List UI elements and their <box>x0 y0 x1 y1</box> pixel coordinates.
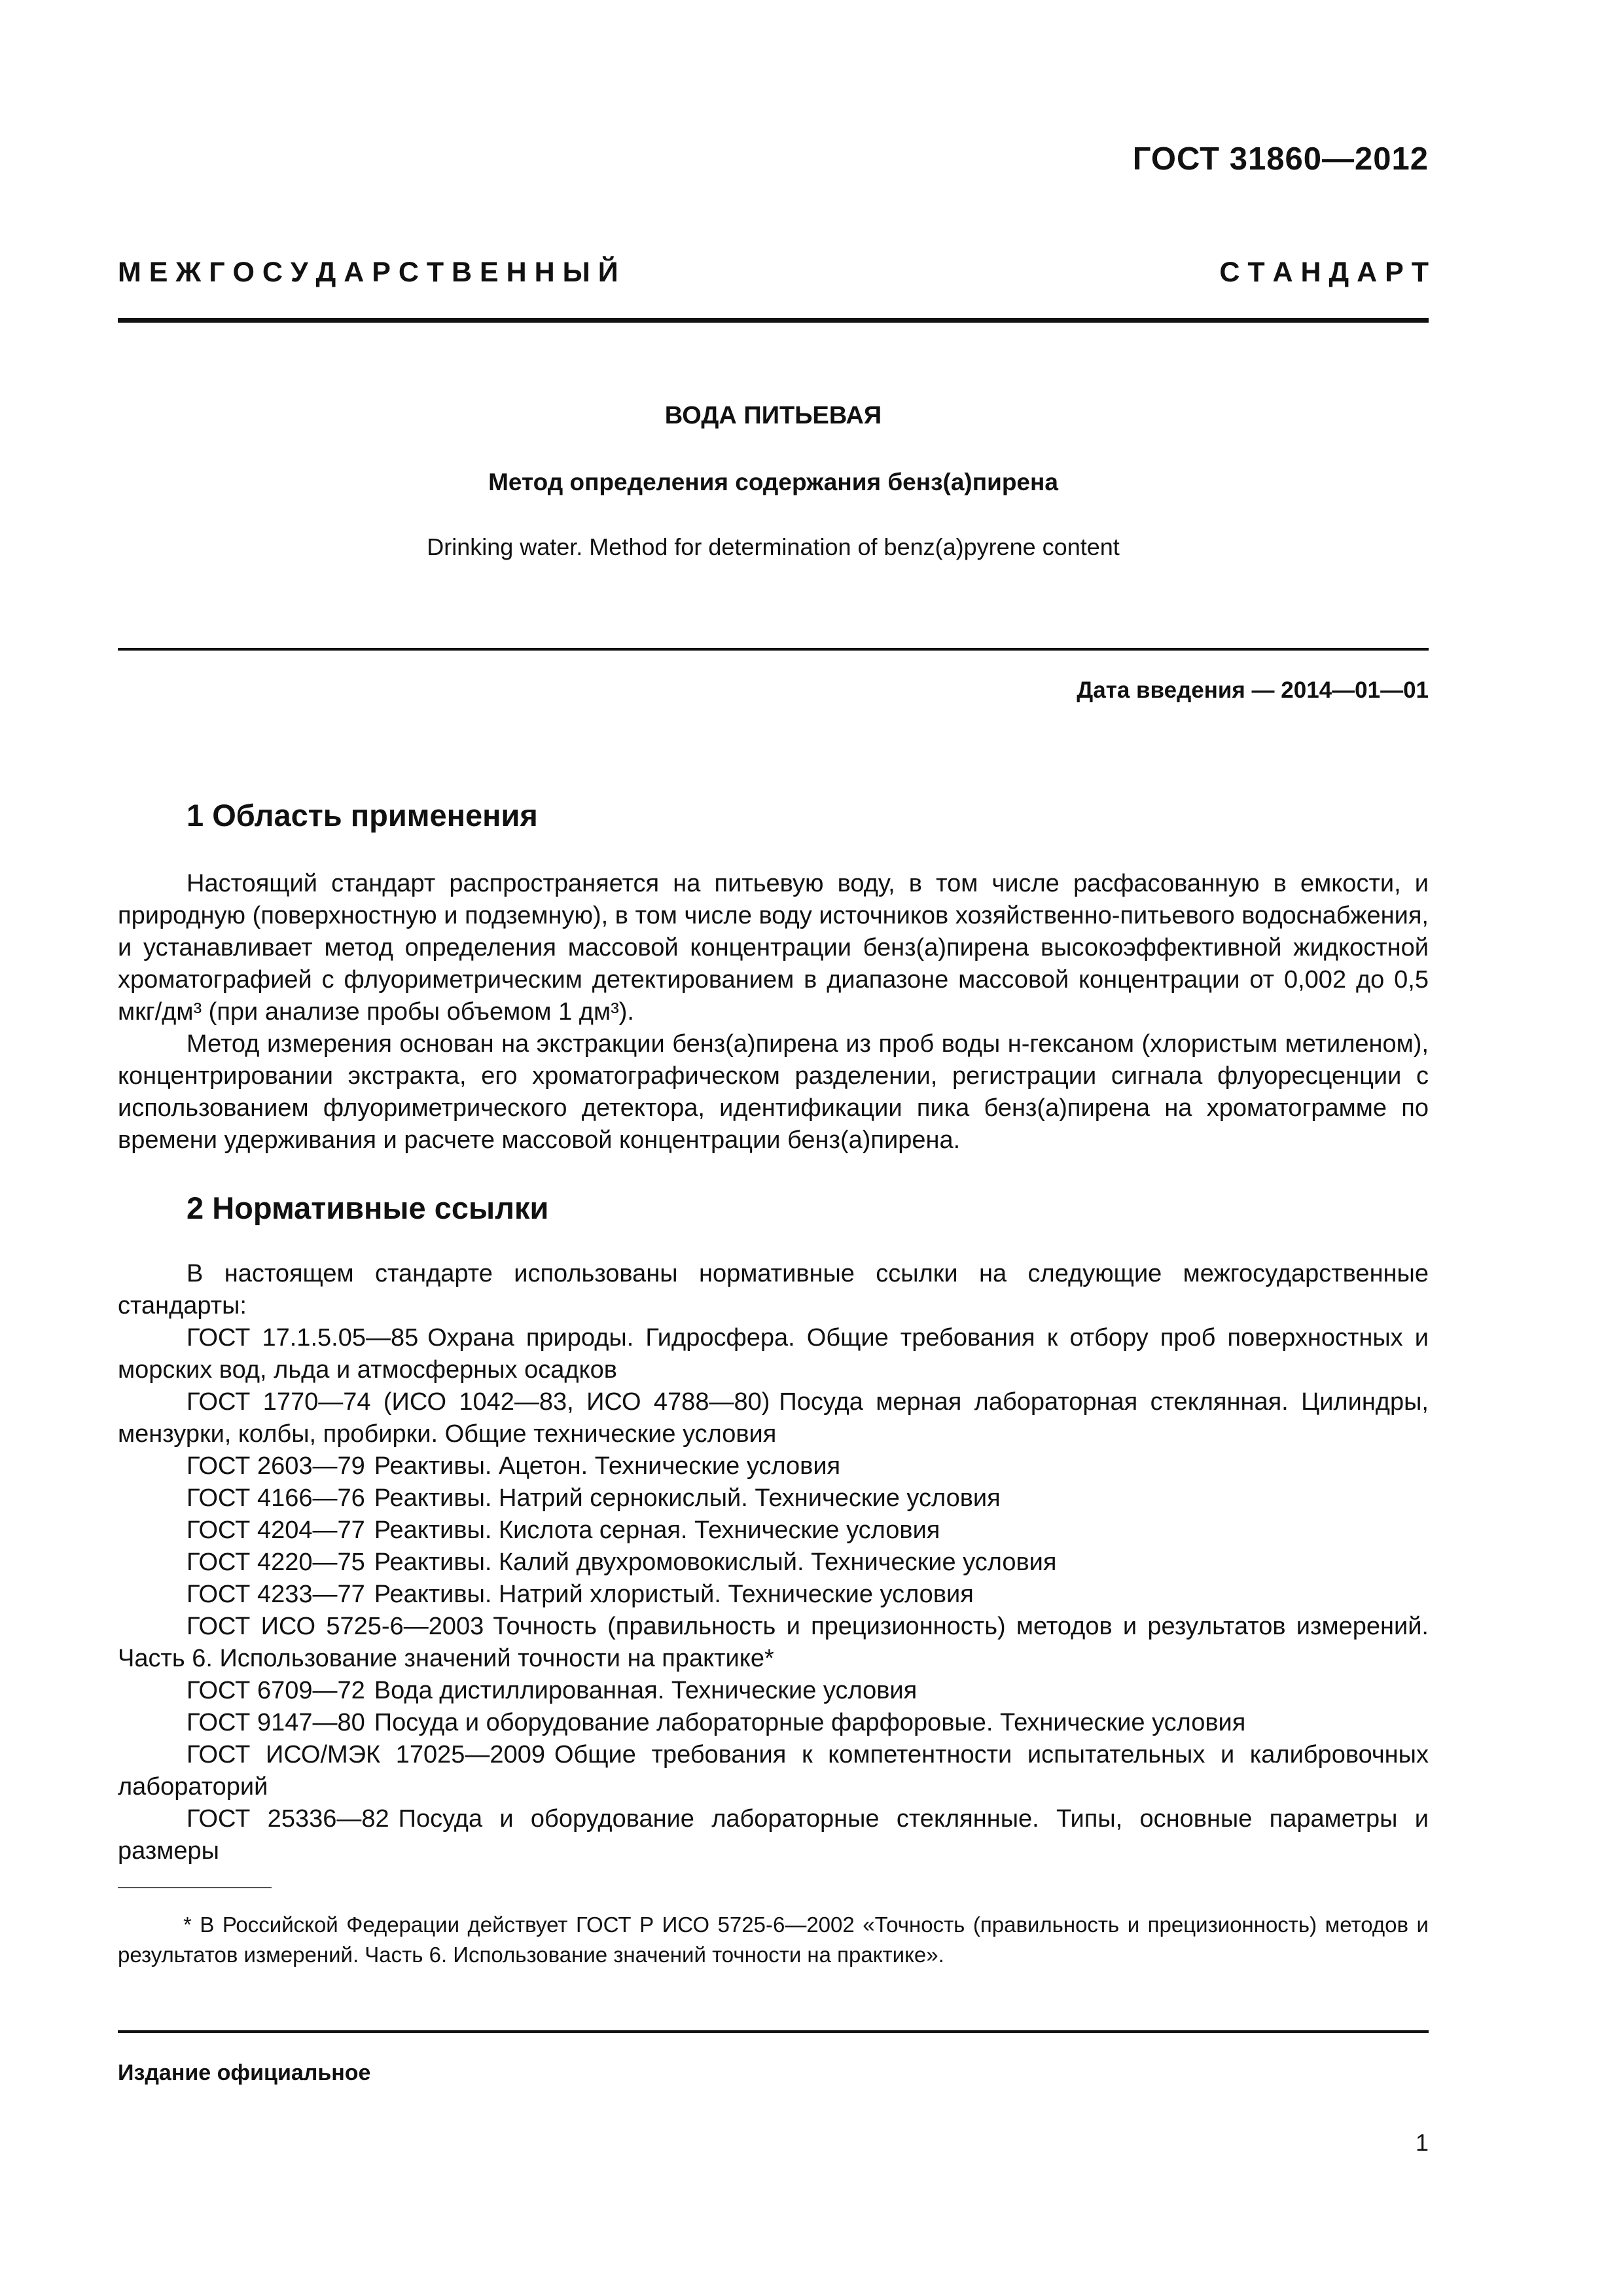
reference-title: Посуда мерная лабораторная стеклянная. Цилиндры, мензурки, колбы, пробирки. Общие технические условия <box>118 1388 1429 1448</box>
section-2-body <box>118 1258 1429 1867</box>
reference-item <box>118 1611 1429 1675</box>
reference-code: ГОСТ 25336—82 <box>187 1805 389 1833</box>
reference-item <box>118 1515 1429 1547</box>
header-divider <box>118 318 1429 323</box>
reference-code: ГОСТ 4204—77 <box>187 1516 365 1544</box>
section-1-paragraph-scope: Настоящий стандарт распространяется на питьевую воду, в том числе расфасованную в емкости, и природную (поверхностную и подземную), в том числе воду источников хозяйственно-питьевого водоснабжения, и устанавливает метод определения массовой концентрации бенз(а)пирена высокоэффективной жидкостной хроматографией с флуориметрическим детектированием в диапазоне массовой концентрации от 0,002 до 0,5 мкг/дм³ (при анализе пробы объемом 1 дм³). <box>118 870 1429 1026</box>
section-2-intro: В настоящем стандарте использованы нормативные ссылки на следующие межгосударственные стандарты: <box>118 1260 1429 1319</box>
standard-type-banner <box>118 257 1429 289</box>
footnote-divider <box>118 1887 272 1888</box>
reference-code: ГОСТ ИСО/МЭК 17025—2009 <box>187 1741 545 1768</box>
reference-code: ГОСТ ИСО 5725-6—2003 <box>187 1613 484 1640</box>
document-title: ВОДА ПИТЬЕВАЯ <box>664 402 882 429</box>
reference-item <box>118 1675 1429 1707</box>
reference-title: Охрана природы. Гидросфера. Общие требования к отбору проб поверхностных и морских вод, льда и атмосферных осадков <box>118 1324 1429 1384</box>
reference-title: Общие требования к компетентности испытательных и калибровочных лабораторий <box>118 1741 1429 1801</box>
official-edition-label: Издание официальное <box>118 2060 371 2085</box>
document-number: ГОСТ 31860—2012 <box>1132 141 1429 177</box>
reference-title: Реактивы. Ацетон. Технические условия <box>374 1452 841 1480</box>
document-title-english: Drinking water. Method for determination of benz(a)pyrene content <box>427 533 1120 560</box>
introduction-date: Дата введения — 2014—01—01 <box>1077 677 1429 703</box>
reference-item <box>118 1547 1429 1579</box>
reference-title: Реактивы. Кислота серная. Технические условия <box>374 1516 940 1544</box>
section-1-paragraph-method: Метод измерения основан на экстракции бенз(а)пирена из проб воды н-гексаном (хлористым метиленом), концентрировании экстракта, его хроматографическом разделении, регистрации сигнала флуоресценции с использованием флуориметрического детектора, идентификации пика бенз(а)пирена на хроматограмме по времени удерживания и расчете массовой концентрации бенз(а)пирена. <box>118 1030 1429 1154</box>
reference-title: Реактивы. Калий двухромовокислый. Технические условия <box>374 1549 1057 1576</box>
reference-title: Посуда и оборудование лабораторные фарфоровые. Технические условия <box>374 1709 1246 1736</box>
standard-type-word-interstate: М Е Ж Г О С У Д А Р С Т В Е Н Н Ы Й <box>118 257 618 288</box>
section-1-heading: 1 Область применения <box>187 798 538 833</box>
title-divider <box>118 648 1429 651</box>
reference-title: Вода дистиллированная. Технические условия <box>374 1677 918 1704</box>
footer-divider <box>118 2030 1429 2033</box>
standard-type-word-standard: С Т А Н Д А Р Т <box>1219 257 1429 288</box>
reference-item <box>118 1450 1429 1482</box>
reference-item <box>118 1707 1429 1739</box>
document-subtitle: Метод определения содержания бенз(а)пирена <box>488 469 1058 495</box>
reference-item <box>118 1386 1429 1450</box>
reference-item <box>118 1803 1429 1867</box>
reference-code: ГОСТ 4220—75 <box>187 1549 365 1576</box>
reference-title: Посуда и оборудование лабораторные стеклянные. Типы, основные параметры и размеры <box>118 1805 1429 1865</box>
reference-code: ГОСТ 2603—79 <box>187 1452 365 1480</box>
reference-code: ГОСТ 17.1.5.05—85 <box>187 1324 419 1352</box>
reference-item <box>118 1739 1429 1803</box>
reference-title: Точность (правильность и прецизионность) методов и результатов измерений. Часть 6. Использование значений точности на практике* <box>118 1613 1429 1672</box>
footnote: * В Российской Федерации действует ГОСТ Р ИСО 5725-6—2002 «Точность (правильность и прецизионность) методов и результатов измерений. Часть 6. Использование значений точности на практике». <box>118 1912 1429 1967</box>
reference-item <box>118 1579 1429 1611</box>
reference-list <box>118 1322 1429 1867</box>
reference-title: Реактивы. Натрий хлористый. Технические условия <box>374 1581 974 1608</box>
page-number: 1 <box>1415 2129 1429 2156</box>
reference-item <box>118 1482 1429 1515</box>
reference-code: ГОСТ 6709—72 <box>187 1677 365 1704</box>
section-2-heading: 2 Нормативные ссылки <box>187 1191 549 1225</box>
reference-code: ГОСТ 4233—77 <box>187 1581 365 1608</box>
reference-title: Реактивы. Натрий сернокислый. Технические условия <box>374 1484 1001 1512</box>
reference-item <box>118 1322 1429 1386</box>
section-1-body <box>118 868 1429 1157</box>
reference-code: ГОСТ 1770—74 (ИСО 1042—83, ИСО 4788—80) <box>187 1388 770 1416</box>
reference-code: ГОСТ 4166—76 <box>187 1484 365 1512</box>
reference-code: ГОСТ 9147—80 <box>187 1709 365 1736</box>
